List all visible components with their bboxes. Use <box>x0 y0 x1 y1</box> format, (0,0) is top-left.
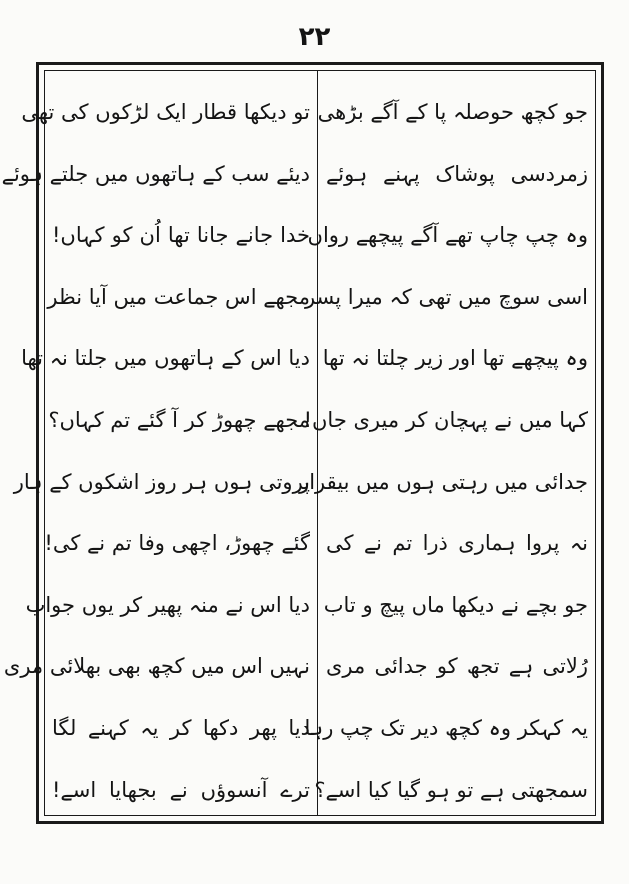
verse-line: مجھے اس جماعت میں آیا نظر <box>47 284 310 309</box>
verse-line: ترے آنسوؤں نے بجھایا اسے! <box>52 777 310 802</box>
verse-line: مجھے چھوڑ کر آ گئے تم کہاں؟ <box>48 407 310 432</box>
verse-line: یہ کہکر وہ کچھ دیر تک چپ رہا <box>304 715 588 740</box>
verse-line: زمردسی پوشاک پہنے ہوئے <box>326 161 588 186</box>
verse-line: نہیں اس میں کچھ بھی بھلائی مری <box>3 654 310 679</box>
verse-line: جو بچے نے دیکھا ماں پیچ و تاب <box>323 592 588 617</box>
verse-line: جو کچھ حوصلہ پا کے آگے بڑھی <box>317 100 588 124</box>
verse-line: جدائی میں رہتی ہوں میں بیقرار <box>299 469 588 494</box>
verse-line: پروتی ہوں ہر روز اشکوں کے ہار <box>13 469 310 494</box>
verse-line: دیا اس نے منہ پھیر کر یوں جواب <box>25 592 310 617</box>
verse-line: نہ پروا ہماری ذرا تم نے کی <box>326 531 588 556</box>
verse-line: دیا اس کے ہاتھوں میں جلتا نہ تھا <box>21 346 310 371</box>
verse-line: وہ چپ چاپ تھے آگے پیچھے رواں <box>307 223 588 248</box>
verse-line: تو دیکھا قطار ایک لڑکوں کی تھی <box>21 100 310 124</box>
verse-line: دیئے سب کے ہاتھوں میں جلتے ہوئے <box>1 161 310 186</box>
verse-line: اسی سوچ میں تھی کہ میرا پسر <box>304 284 588 309</box>
page-number: ۲۲ <box>298 22 331 52</box>
verse-line: وہ پیچھے تھا اور زیر چلتا نہ تھا <box>322 346 588 371</box>
verse-line: دیا پھر دکھا کر یہ کہنے لگا <box>52 715 310 740</box>
verse-line: کہا میں نے پہچان کر میری جاں! <box>303 407 588 432</box>
right-column <box>299 92 588 812</box>
verse-line: سمجھتی ہے تو ہو گیا کیا اسے؟ <box>314 777 588 802</box>
column-divider <box>317 70 318 816</box>
verse-line: خدا جانے جانا تھا اُن کو کہاں! <box>52 223 310 248</box>
verse-line: رُلاتی ہے تجھ کو جدائی مری <box>326 654 588 679</box>
verse-line: گئے چھوڑ، اچھی وفا تم نے کی! <box>44 531 310 556</box>
left-column <box>1 92 310 812</box>
